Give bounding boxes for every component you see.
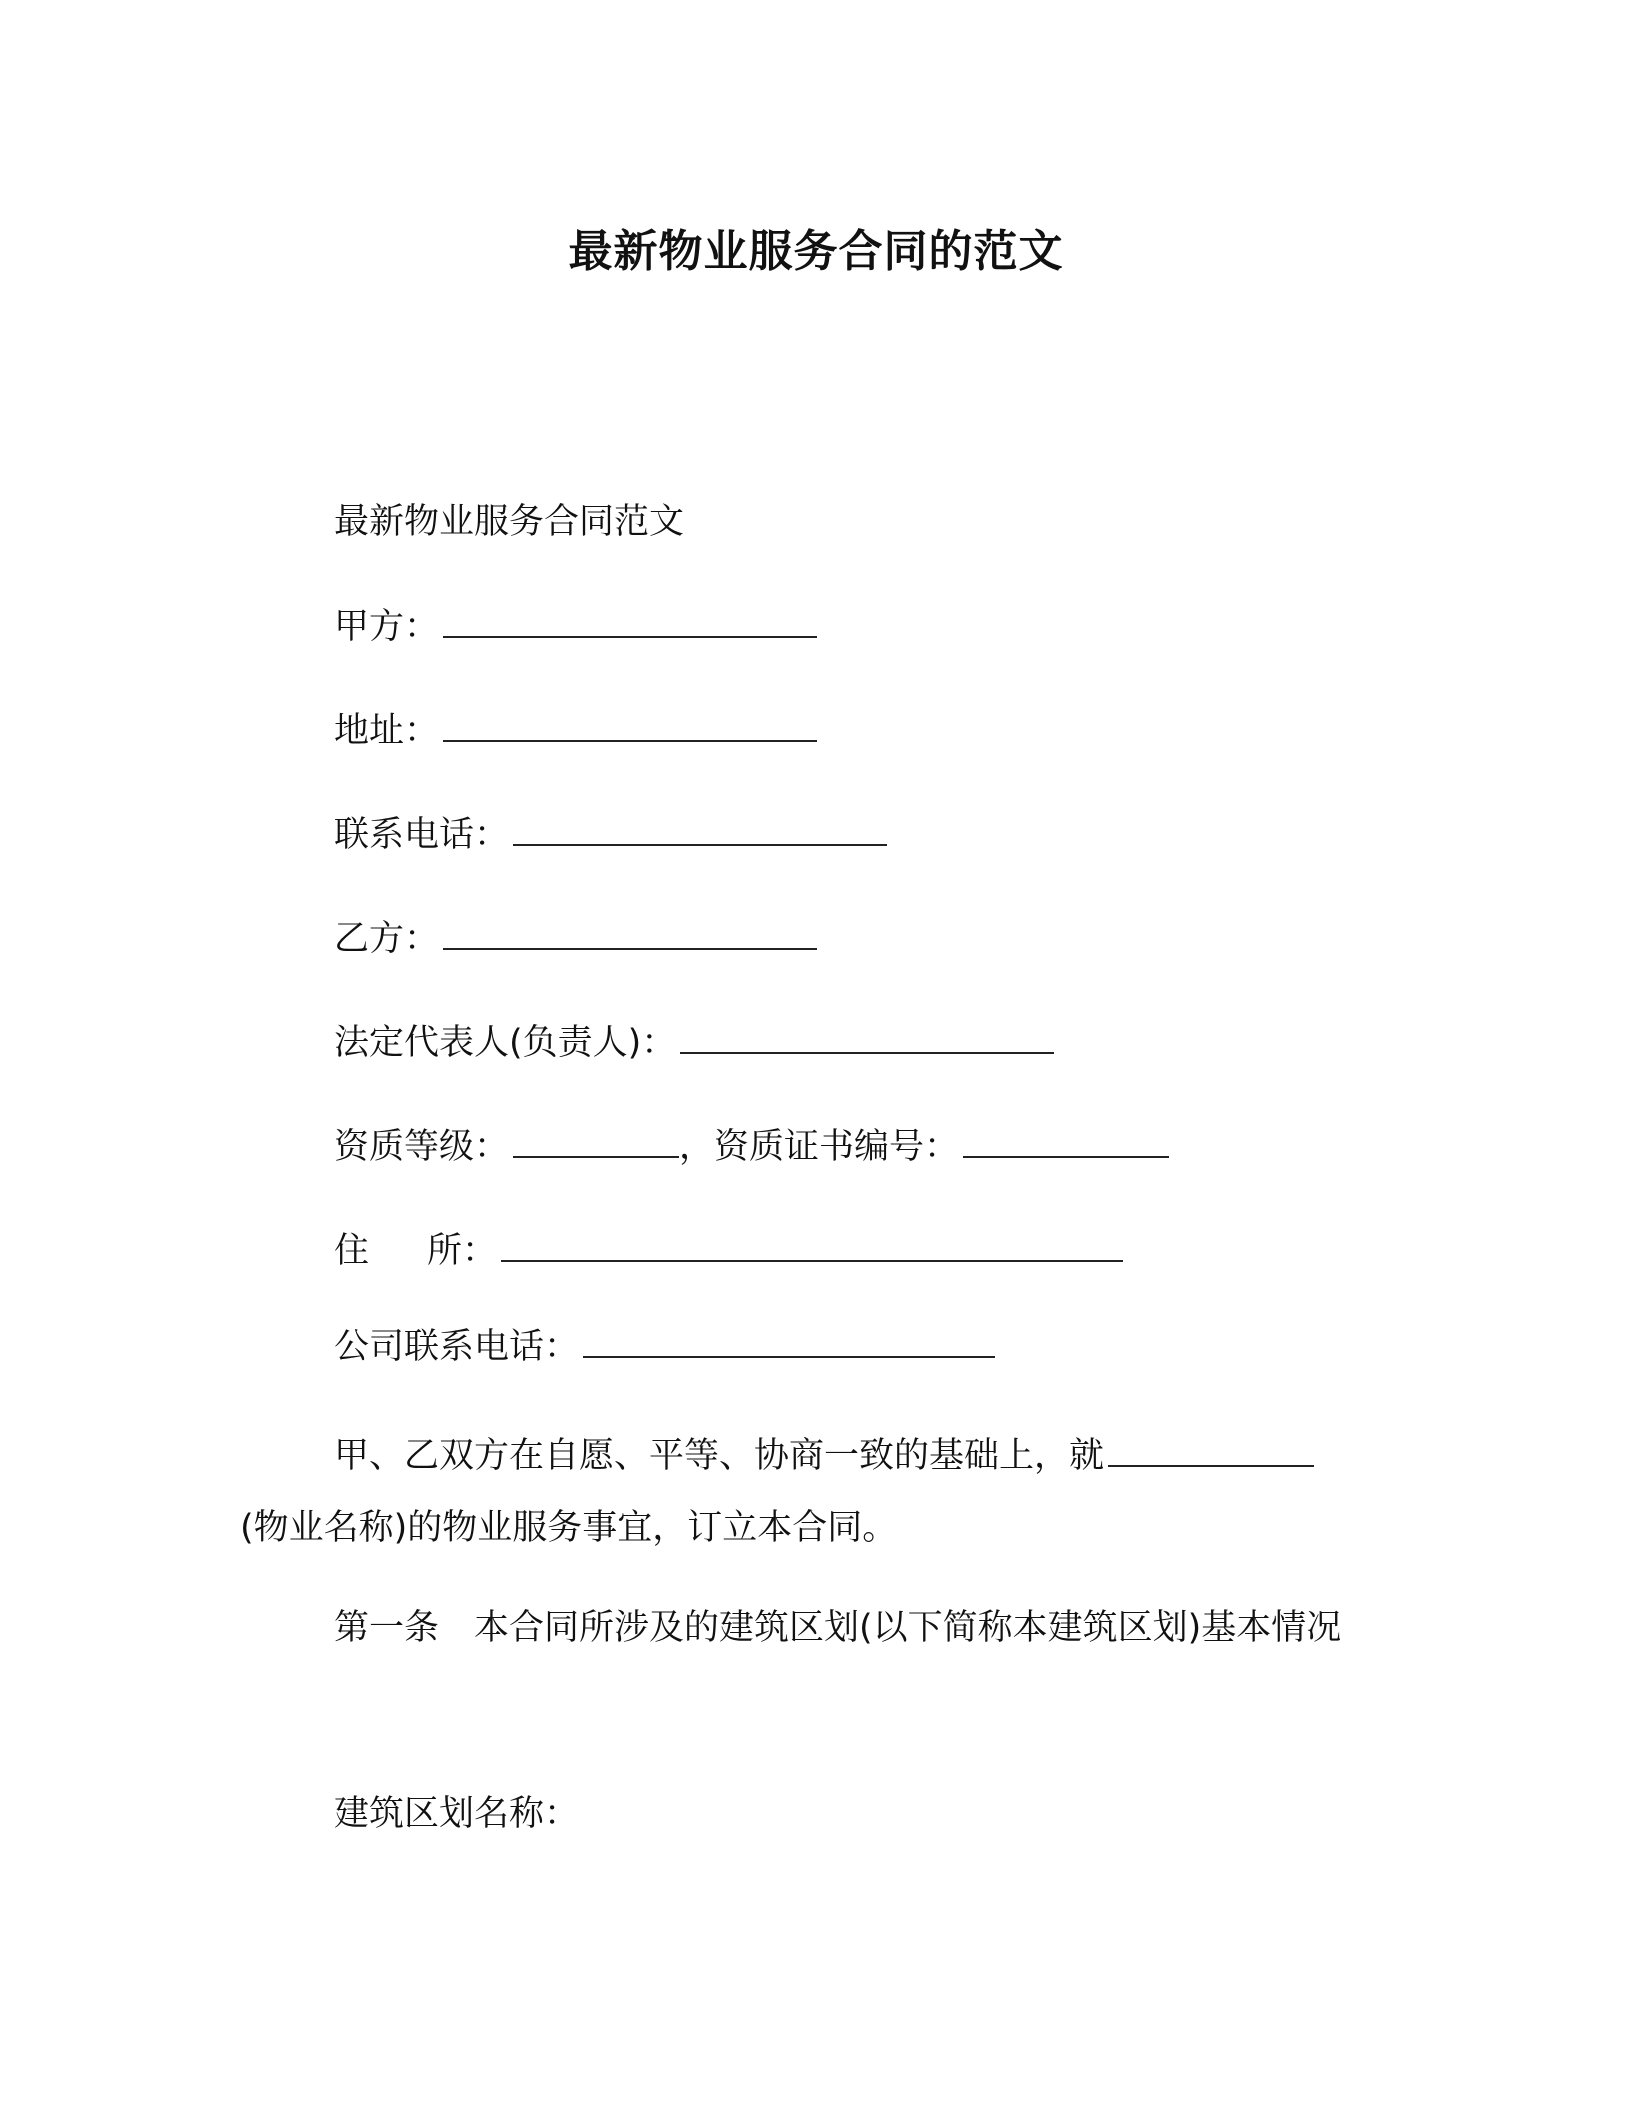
intro-text-1: 甲、乙双方在自愿、平等、协商一致的基础上，就	[334, 1436, 1105, 1476]
certificate-blank	[963, 1122, 1169, 1158]
party-b-line	[334, 914, 817, 963]
building-name-label: 建筑区划名称：	[334, 1794, 580, 1834]
property-name-blank	[1108, 1431, 1314, 1467]
party-a-blank	[443, 602, 817, 638]
building-name-line	[334, 1790, 579, 1838]
party-a-label: 甲方：	[334, 607, 440, 647]
article-1-heading: 第一条 本合同所涉及的建筑区划(以下简称本建筑区划)基本情况	[334, 1608, 1342, 1648]
company-phone-blank	[583, 1322, 995, 1358]
address-blank	[443, 706, 817, 742]
address-line	[334, 706, 817, 755]
address-label: 地址：	[334, 711, 440, 751]
intro-paragraph	[240, 1420, 1362, 1564]
legal-rep-label: 法定代表人(负责人)：	[334, 1023, 677, 1063]
qualification-blank	[513, 1122, 679, 1158]
intro-text-2: (物业名称)的物业服务事宜，订立本合同。	[240, 1508, 898, 1548]
residence-blank	[501, 1226, 1123, 1262]
phone-label: 联系电话：	[334, 815, 510, 855]
residence-label-a: 住	[334, 1231, 370, 1271]
residence-label-b: 所：	[427, 1231, 498, 1271]
document-title: 最新物业服务合同的范文	[568, 226, 1064, 277]
qualification-line	[334, 1122, 1169, 1171]
qualification-label: 资质等级：	[334, 1127, 510, 1167]
legal-rep-line	[334, 1018, 1054, 1067]
phone-blank	[513, 810, 887, 846]
company-phone-label: 公司联系电话：	[334, 1327, 580, 1367]
residence-line	[334, 1226, 1123, 1275]
party-b-label: 乙方：	[334, 919, 440, 959]
party-b-blank	[443, 914, 817, 950]
company-phone-line	[334, 1322, 995, 1371]
certificate-label: ，资质证书编号：	[679, 1127, 960, 1167]
party-a-line	[334, 602, 817, 651]
legal-rep-blank	[680, 1018, 1054, 1054]
document-subtitle: 最新物业服务合同范文	[334, 502, 685, 542]
phone-line	[334, 810, 887, 859]
